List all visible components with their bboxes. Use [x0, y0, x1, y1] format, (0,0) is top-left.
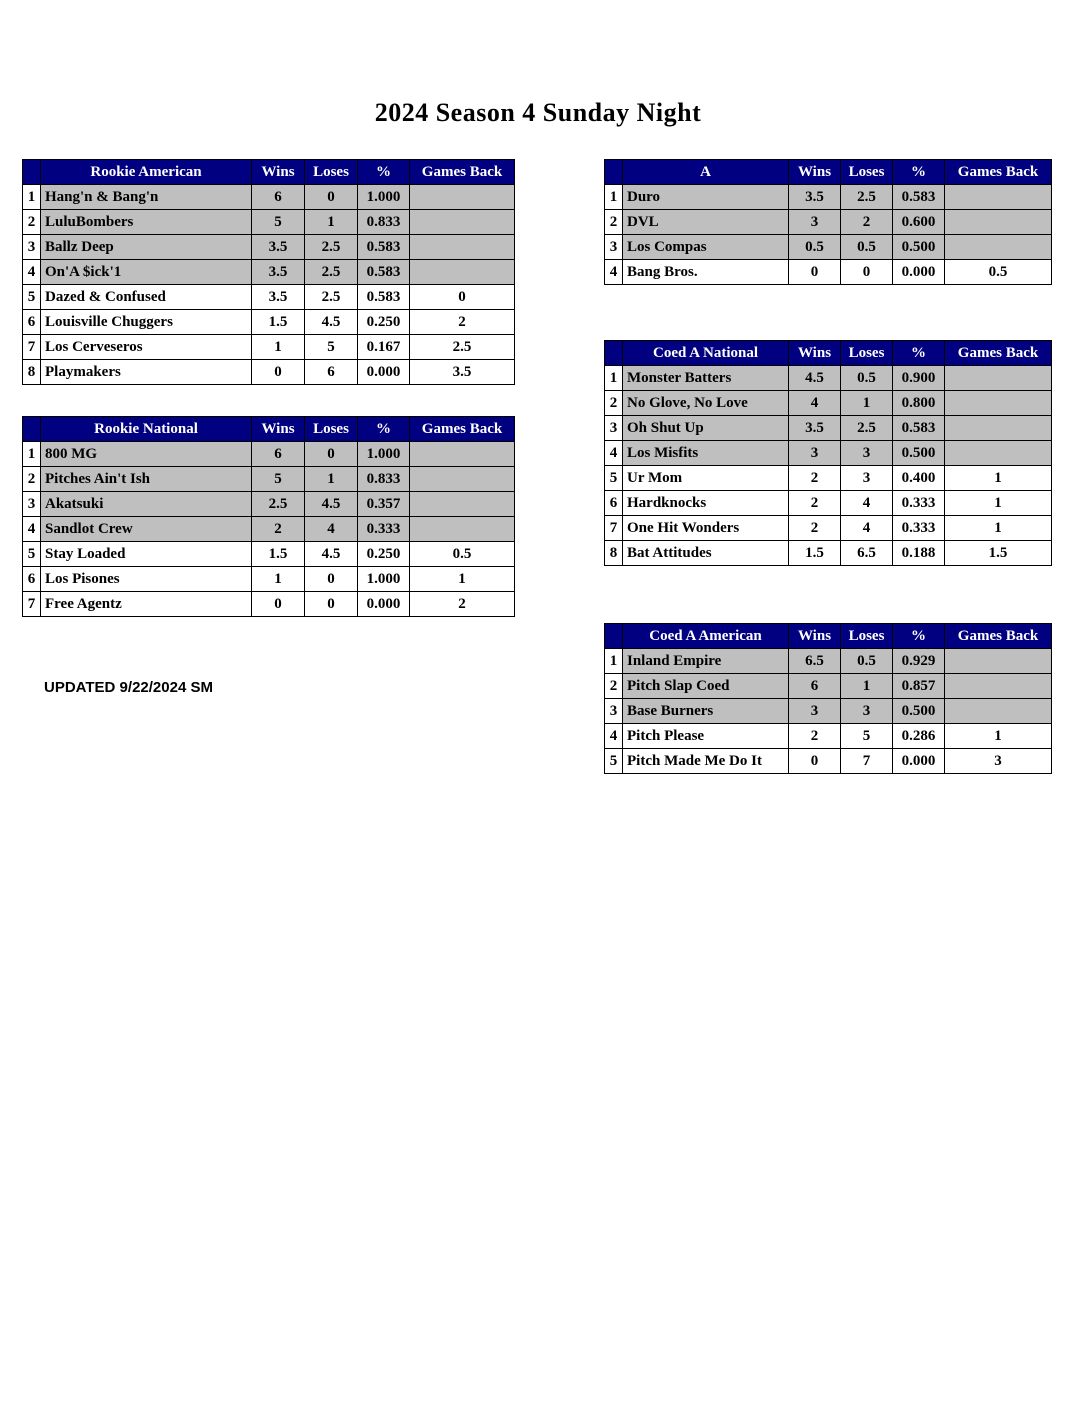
games-back-header: Games Back	[410, 417, 515, 442]
games-back-header: Games Back	[945, 624, 1052, 649]
wins-cell: 3	[789, 210, 841, 235]
wins-cell: 6	[252, 185, 305, 210]
pct-cell: 0.250	[358, 542, 410, 567]
team-row	[23, 360, 515, 385]
pct-cell: 0.000	[893, 749, 945, 774]
division-header: Coed A National	[623, 341, 789, 366]
games-back-cell: 2	[410, 592, 515, 617]
games-back-cell	[945, 185, 1052, 210]
team-row	[23, 310, 515, 335]
loses-cell: 0	[841, 260, 893, 285]
loses-cell: 4	[841, 516, 893, 541]
pct-cell: 0.583	[893, 185, 945, 210]
team-row	[605, 749, 1052, 774]
pct-header: %	[358, 417, 410, 442]
team-name-cell: Pitch Made Me Do It	[623, 749, 789, 774]
wins-header: Wins	[252, 160, 305, 185]
page-title: 2024 Season 4 Sunday Night	[374, 98, 702, 127]
rank-cell: 5	[605, 466, 623, 491]
team-row	[605, 674, 1052, 699]
team-row	[605, 260, 1052, 285]
loses-cell: 2	[841, 210, 893, 235]
loses-cell: 7	[841, 749, 893, 774]
team-name-cell: Playmakers	[41, 360, 252, 385]
games-back-cell: 1	[945, 516, 1052, 541]
loses-cell: 1	[841, 391, 893, 416]
pct-cell: 0.800	[893, 391, 945, 416]
games-back-cell	[410, 492, 515, 517]
games-back-cell	[945, 699, 1052, 724]
loses-cell: 2.5	[305, 235, 358, 260]
pct-cell: 0.583	[358, 285, 410, 310]
loses-cell: 1	[305, 467, 358, 492]
loses-header: Loses	[841, 341, 893, 366]
pct-cell: 1.000	[358, 442, 410, 467]
division-header: Rookie American	[41, 160, 252, 185]
wins-cell: 2	[789, 491, 841, 516]
loses-cell: 1	[841, 674, 893, 699]
rank-cell: 4	[605, 441, 623, 466]
team-row	[23, 467, 515, 492]
team-row	[605, 210, 1052, 235]
team-name-cell: Akatsuki	[41, 492, 252, 517]
games-back-header: Games Back	[410, 160, 515, 185]
team-name-cell: Stay Loaded	[41, 542, 252, 567]
wins-cell: 3.5	[789, 185, 841, 210]
team-row	[605, 724, 1052, 749]
rank-cell: 6	[23, 567, 41, 592]
wins-cell: 3.5	[252, 260, 305, 285]
team-row	[605, 185, 1052, 210]
rank-header	[605, 160, 623, 185]
wins-cell: 1	[252, 567, 305, 592]
team-row	[605, 416, 1052, 441]
games-back-cell	[410, 517, 515, 542]
team-name-cell: Pitch Please	[623, 724, 789, 749]
team-row	[23, 542, 515, 567]
wins-cell: 4	[789, 391, 841, 416]
rank-header	[23, 160, 41, 185]
header-row	[23, 160, 515, 185]
wins-header: Wins	[789, 624, 841, 649]
pct-cell: 0.000	[893, 260, 945, 285]
team-row	[23, 517, 515, 542]
loses-cell: 0	[305, 567, 358, 592]
loses-cell: 3	[841, 699, 893, 724]
wins-cell: 6	[252, 442, 305, 467]
wins-cell: 5	[252, 467, 305, 492]
rank-cell: 3	[605, 416, 623, 441]
team-row	[605, 466, 1052, 491]
team-name-cell: Hardknocks	[623, 491, 789, 516]
team-row	[23, 260, 515, 285]
games-back-cell	[410, 260, 515, 285]
wins-cell: 0	[252, 360, 305, 385]
team-row	[23, 235, 515, 260]
pct-cell: 0.357	[358, 492, 410, 517]
team-name-cell: Pitch Slap Coed	[623, 674, 789, 699]
loses-cell: 1	[305, 210, 358, 235]
team-row	[605, 441, 1052, 466]
wins-cell: 2	[789, 724, 841, 749]
loses-cell: 3	[841, 466, 893, 491]
team-name-cell: Base Burners	[623, 699, 789, 724]
team-row	[23, 210, 515, 235]
loses-cell: 2.5	[841, 416, 893, 441]
wins-header: Wins	[252, 417, 305, 442]
pct-cell: 0.000	[358, 360, 410, 385]
games-back-cell	[945, 210, 1052, 235]
games-back-cell: 0.5	[410, 542, 515, 567]
standings-table	[22, 159, 515, 385]
header-row	[23, 417, 515, 442]
header-row	[605, 160, 1052, 185]
wins-cell: 2.5	[252, 492, 305, 517]
loses-cell: 4.5	[305, 492, 358, 517]
pct-cell: 0.857	[893, 674, 945, 699]
games-back-cell	[410, 185, 515, 210]
loses-cell: 0	[305, 185, 358, 210]
updated-note: UPDATED 9/22/2024 SM	[44, 679, 213, 696]
team-name-cell: Pitches Ain't Ish	[41, 467, 252, 492]
wins-header: Wins	[789, 160, 841, 185]
rank-cell: 7	[23, 592, 41, 617]
rank-cell: 4	[605, 724, 623, 749]
team-name-cell: Louisville Chuggers	[41, 310, 252, 335]
rank-cell: 5	[605, 749, 623, 774]
rank-cell: 2	[23, 467, 41, 492]
rank-cell: 3	[605, 699, 623, 724]
loses-cell: 0	[305, 442, 358, 467]
team-name-cell: Sandlot Crew	[41, 517, 252, 542]
team-row	[23, 592, 515, 617]
loses-header: Loses	[305, 417, 358, 442]
rank-cell: 6	[605, 491, 623, 516]
wins-cell: 2	[789, 466, 841, 491]
team-name-cell: Dazed & Confused	[41, 285, 252, 310]
pct-cell: 0.833	[358, 467, 410, 492]
team-name-cell: Ballz Deep	[41, 235, 252, 260]
team-name-cell: Duro	[623, 185, 789, 210]
games-back-cell: 1	[410, 567, 515, 592]
rank-cell: 7	[23, 335, 41, 360]
pct-header: %	[358, 160, 410, 185]
pct-cell: 0.188	[893, 541, 945, 566]
rank-cell: 2	[605, 210, 623, 235]
pct-cell: 0.900	[893, 366, 945, 391]
rank-cell: 2	[605, 391, 623, 416]
team-row	[605, 366, 1052, 391]
loses-cell: 6.5	[841, 541, 893, 566]
wins-cell: 3.5	[252, 285, 305, 310]
pct-cell: 0.583	[893, 416, 945, 441]
wins-cell: 2	[252, 517, 305, 542]
rank-cell: 1	[605, 185, 623, 210]
team-name-cell: Inland Empire	[623, 649, 789, 674]
wins-cell: 3	[789, 699, 841, 724]
games-back-cell: 1	[945, 491, 1052, 516]
rank-cell: 6	[23, 310, 41, 335]
games-back-header: Games Back	[945, 160, 1052, 185]
loses-cell: 0	[305, 592, 358, 617]
header-row	[605, 341, 1052, 366]
wins-cell: 1.5	[789, 541, 841, 566]
wins-cell: 0	[789, 260, 841, 285]
pct-cell: 0.500	[893, 441, 945, 466]
wins-cell: 1.5	[252, 542, 305, 567]
pct-cell: 1.000	[358, 185, 410, 210]
games-back-cell	[945, 674, 1052, 699]
pct-cell: 0.500	[893, 235, 945, 260]
wins-cell: 6.5	[789, 649, 841, 674]
team-name-cell: No Glove, No Love	[623, 391, 789, 416]
standings-table	[604, 159, 1052, 285]
rank-cell: 5	[23, 285, 41, 310]
pct-cell: 0.000	[358, 592, 410, 617]
games-back-cell: 1.5	[945, 541, 1052, 566]
team-row	[605, 541, 1052, 566]
team-name-cell: Oh Shut Up	[623, 416, 789, 441]
loses-header: Loses	[841, 624, 893, 649]
team-row	[23, 492, 515, 517]
wins-cell: 0	[252, 592, 305, 617]
header-row	[605, 624, 1052, 649]
team-row	[23, 567, 515, 592]
wins-cell: 3.5	[252, 235, 305, 260]
rank-header	[605, 341, 623, 366]
wins-cell: 2	[789, 516, 841, 541]
loses-cell: 4	[841, 491, 893, 516]
games-back-cell: 2.5	[410, 335, 515, 360]
games-back-header: Games Back	[945, 341, 1052, 366]
pct-cell: 1.000	[358, 567, 410, 592]
rank-cell: 2	[23, 210, 41, 235]
standings-table	[604, 340, 1052, 566]
pct-cell: 0.583	[358, 235, 410, 260]
pct-header: %	[893, 341, 945, 366]
team-row	[605, 699, 1052, 724]
games-back-cell	[945, 391, 1052, 416]
loses-cell: 2.5	[305, 285, 358, 310]
team-name-cell: Bang Bros.	[623, 260, 789, 285]
loses-cell: 0.5	[841, 649, 893, 674]
team-name-cell: Los Compas	[623, 235, 789, 260]
rank-cell: 5	[23, 542, 41, 567]
loses-cell: 4.5	[305, 542, 358, 567]
rank-cell: 3	[23, 235, 41, 260]
wins-header: Wins	[789, 341, 841, 366]
games-back-cell	[945, 441, 1052, 466]
games-back-cell	[410, 442, 515, 467]
rank-cell: 7	[605, 516, 623, 541]
loses-cell: 3	[841, 441, 893, 466]
wins-cell: 1	[252, 335, 305, 360]
team-name-cell: Monster Batters	[623, 366, 789, 391]
pct-cell: 0.600	[893, 210, 945, 235]
team-name-cell: LuluBombers	[41, 210, 252, 235]
pct-header: %	[893, 160, 945, 185]
rank-cell: 4	[605, 260, 623, 285]
team-name-cell: DVL	[623, 210, 789, 235]
games-back-cell	[410, 235, 515, 260]
games-back-cell	[410, 467, 515, 492]
loses-header: Loses	[305, 160, 358, 185]
rank-header	[23, 417, 41, 442]
division-header: Coed A American	[623, 624, 789, 649]
wins-cell: 1.5	[252, 310, 305, 335]
table-a-division	[604, 159, 1052, 285]
games-back-cell: 0	[410, 285, 515, 310]
pct-cell: 0.333	[358, 517, 410, 542]
games-back-cell: 2	[410, 310, 515, 335]
rank-header	[605, 624, 623, 649]
team-name-cell: Los Misfits	[623, 441, 789, 466]
loses-cell: 0.5	[841, 235, 893, 260]
rank-cell: 8	[605, 541, 623, 566]
team-row	[23, 185, 515, 210]
games-back-cell	[945, 649, 1052, 674]
loses-cell: 4.5	[305, 310, 358, 335]
wins-cell: 3.5	[789, 416, 841, 441]
team-name-cell: 800 MG	[41, 442, 252, 467]
pct-cell: 0.286	[893, 724, 945, 749]
pct-cell: 0.583	[358, 260, 410, 285]
pct-cell: 0.333	[893, 516, 945, 541]
team-row	[23, 285, 515, 310]
pct-header: %	[893, 624, 945, 649]
rank-cell: 1	[605, 366, 623, 391]
team-name-cell: Hang'n & Bang'n	[41, 185, 252, 210]
games-back-cell: 3	[945, 749, 1052, 774]
pct-cell: 0.250	[358, 310, 410, 335]
loses-cell: 5	[841, 724, 893, 749]
pct-cell: 0.500	[893, 699, 945, 724]
rank-cell: 4	[23, 517, 41, 542]
team-row	[605, 516, 1052, 541]
games-back-cell	[410, 210, 515, 235]
team-row	[23, 442, 515, 467]
team-row	[605, 649, 1052, 674]
pct-cell: 0.929	[893, 649, 945, 674]
games-back-cell: 1	[945, 724, 1052, 749]
rank-cell: 1	[23, 442, 41, 467]
loses-cell: 0.5	[841, 366, 893, 391]
games-back-cell	[945, 416, 1052, 441]
games-back-cell: 3.5	[410, 360, 515, 385]
rank-cell: 1	[23, 185, 41, 210]
team-name-cell: On'A $ick'1	[41, 260, 252, 285]
loses-cell: 2.5	[841, 185, 893, 210]
wins-cell: 6	[789, 674, 841, 699]
games-back-cell: 1	[945, 466, 1052, 491]
rank-cell: 2	[605, 674, 623, 699]
wins-cell: 3	[789, 441, 841, 466]
pct-cell: 0.833	[358, 210, 410, 235]
team-row	[605, 391, 1052, 416]
rank-cell: 4	[23, 260, 41, 285]
loses-header: Loses	[841, 160, 893, 185]
rank-cell: 1	[605, 649, 623, 674]
loses-cell: 2.5	[305, 260, 358, 285]
team-name-cell: Los Pisones	[41, 567, 252, 592]
table-rookie-american	[22, 159, 515, 385]
loses-cell: 6	[305, 360, 358, 385]
team-name-cell: Bat Attitudes	[623, 541, 789, 566]
team-name-cell: Ur Mom	[623, 466, 789, 491]
wins-cell: 4.5	[789, 366, 841, 391]
division-header: A	[623, 160, 789, 185]
team-row	[605, 235, 1052, 260]
team-name-cell: One Hit Wonders	[623, 516, 789, 541]
standings-table	[22, 416, 515, 617]
wins-cell: 0.5	[789, 235, 841, 260]
rank-cell: 3	[23, 492, 41, 517]
games-back-cell: 0.5	[945, 260, 1052, 285]
team-row	[605, 491, 1052, 516]
pct-cell: 0.400	[893, 466, 945, 491]
table-coed-a-national	[604, 340, 1052, 566]
table-coed-a-american	[604, 623, 1052, 774]
wins-cell: 0	[789, 749, 841, 774]
games-back-cell	[945, 235, 1052, 260]
team-row	[23, 335, 515, 360]
rank-cell: 3	[605, 235, 623, 260]
division-header: Rookie National	[41, 417, 252, 442]
wins-cell: 5	[252, 210, 305, 235]
games-back-cell	[945, 366, 1052, 391]
loses-cell: 5	[305, 335, 358, 360]
team-name-cell: Free Agentz	[41, 592, 252, 617]
pct-cell: 0.333	[893, 491, 945, 516]
loses-cell: 4	[305, 517, 358, 542]
standings-table	[604, 623, 1052, 774]
rank-cell: 8	[23, 360, 41, 385]
table-rookie-national	[22, 416, 515, 617]
pct-cell: 0.167	[358, 335, 410, 360]
team-name-cell: Los Cerveseros	[41, 335, 252, 360]
